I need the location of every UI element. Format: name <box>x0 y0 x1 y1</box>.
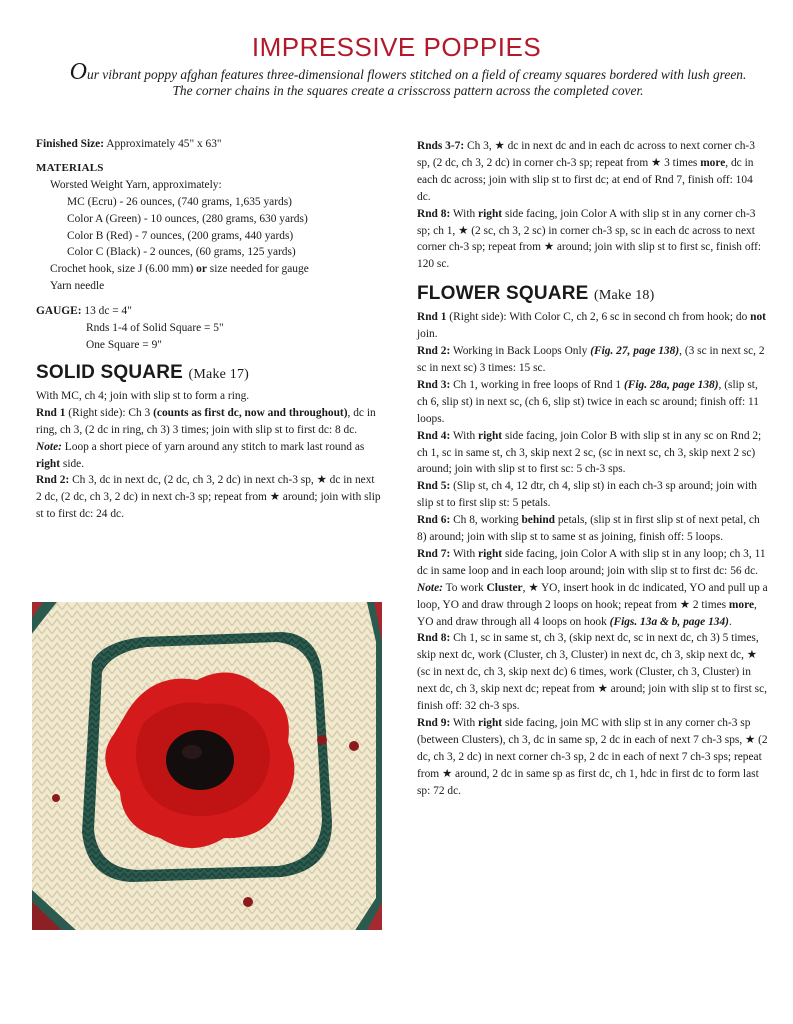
rnd-text: side facing, join MC with slip st in any corner ch-3 sp (between Clusters), ch 3, dc in same sp, 2 dc in each of next 7 ch-3 sps, ★ (2 dc, ch 3, 2 dc) in next corner ch-3 sp, 2 dc in each of next 7 ch-3 sps; repeat from ★ around, 2 dc in same sp as first dc, ch 1, hdc in first dc to form last sp: 72 dc. <box>417 717 768 797</box>
rnd-text: With <box>450 207 479 220</box>
flower-square-count: (Make 18) <box>593 288 655 304</box>
note-text: Loop a short piece of yarn around any stitch to mark last round as <box>61 440 365 453</box>
solid-square-heading <box>36 362 382 386</box>
rnd-text: , (slip st, ch 6, slip st) in next sc, (ch 6, slip st) twice in each sc around; finish off: 11 loops. <box>417 378 759 425</box>
note-label: Note: <box>36 440 62 453</box>
rnd-label: Rnd 7: <box>417 547 451 560</box>
intro-paragraph <box>58 59 758 99</box>
materials-needle: Yarn needle <box>50 280 105 293</box>
rnd-text: Ch 3, ★ dc in next dc and in each dc across to next corner ch-3 sp, (2 dc, ch 3, 2 dc) in corner ch-3 sp; repeat from ★ 3 times <box>417 140 755 169</box>
flower-rnd1 <box>417 309 769 343</box>
solid-rnd1 <box>36 405 382 439</box>
rnd-text: With <box>450 717 479 729</box>
solid-note <box>36 439 382 473</box>
solid-start: With MC, ch 4; join with slip st to form a ring. <box>36 389 250 402</box>
rnd-text: side facing, join Color B with slip st in any sc on Rnd 2; ch 1, sc in same st, ch 3, skip next 2 sc, (sc in next sc, ch 3, skip next 2 sc) around; join with slip st to first sc: 5 ch-3 sps. <box>417 429 762 476</box>
gauge-line: One Square = 9" <box>86 338 162 351</box>
gauge-value: 13 dc = 4" <box>81 305 132 318</box>
note-text-bold: right <box>36 457 61 470</box>
rnd-text: , dc in each dc across; join with slip st to first dc; at end of Rnd 7, finish off: 104 dc. <box>417 156 754 203</box>
rnd-text: , (3 sc in next sc, 2 sc in next sc) 3 times: 15 sc. <box>417 345 765 374</box>
flower-rnd8 <box>417 630 769 715</box>
intro-text: ur vibrant poppy afghan features three-dimensional flowers stitched on a field of creamy squares bordered with lush green. The corner chains in the squares create a crisscross pattern across the completed cover. <box>87 67 747 98</box>
flower-rnd2 <box>417 343 769 377</box>
rnd-label: Rnd 1 <box>417 311 447 324</box>
materials-color: MC (Ecru) - 26 ounces, (740 grams, 1,635 yards) <box>67 195 292 208</box>
gauge <box>36 303 382 320</box>
materials-color: Color B (Red) - 7 ounces, (200 grams, 440 yards) <box>67 229 294 242</box>
rnd-label: Rnd 2: <box>417 345 451 358</box>
flower-rnd9 <box>417 715 769 800</box>
left-column <box>36 136 382 523</box>
figure-ref: (Figs. 13a & b, page 134) <box>609 615 729 628</box>
flower-rnd6 <box>417 512 769 546</box>
note-text-bold: more <box>728 598 755 611</box>
finished-size-label: Finished Size: <box>36 138 105 150</box>
rnd-text: side facing, join Color A with slip st in any corner ch-3 sp; ch 1, ★ (2 sc, ch 3, 2 sc) in corner ch-3 sp, sc in each dc across to next corner ch-3 sp; repeat from ★ around; join with slip st to first sc, finish off: 120 sc. <box>417 207 762 271</box>
rnd-label: Rnd 3: <box>417 378 451 391</box>
rnd-label: Rnd 2: <box>36 474 70 487</box>
rnd-text: Ch 3, dc in next dc, (2 dc, ch 3, 2 dc) in next ch-3 sp, ★ dc in next 2 dc, (2 dc, ch 3, 2 dc) in next ch-3 sp; repeat from ★ around; join with slip st to first dc: 24 dc. <box>36 474 381 521</box>
rnd-text: (Right side): With Color C, ch 2, 6 sc in second ch from hook; do <box>446 311 751 324</box>
flower-note <box>417 580 769 631</box>
figure-ref: (Fig. 27, page 138) <box>590 345 680 358</box>
rnd-text: With <box>450 429 479 442</box>
rnd-text-bold: right <box>478 547 503 560</box>
drop-cap: O <box>69 59 88 85</box>
flower-square-title: FLOWER SQUARE <box>417 283 589 305</box>
rnd-label: Rnd 6: <box>417 514 451 527</box>
materials-heading: MATERIALS <box>36 161 104 174</box>
rnd-text-bold: right <box>478 429 503 442</box>
hook-or: or <box>196 263 207 276</box>
right-column <box>417 138 769 800</box>
solid-square-title: SOLID SQUARE <box>36 361 184 383</box>
rnd-text-bold: more <box>700 156 726 169</box>
flower-rnd7 <box>417 546 769 580</box>
note-text: To work <box>442 581 487 594</box>
rnd-label: Rnd 8: <box>417 632 451 645</box>
rnd-text: side facing, join Color A with slip st in any loop; ch 3, 11 dc in same loop and in each loop around; join with slip st to first dc: 56 dc. <box>417 547 766 577</box>
note-text-bold: Cluster <box>486 581 523 594</box>
materials-color: Color C (Black) - 2 ounces, (60 grams, 125 yards) <box>67 246 296 259</box>
note-text: side. <box>60 457 85 470</box>
rnd-text: Ch 8, working <box>450 514 522 527</box>
rnd-text-bold: right <box>478 207 503 220</box>
rnd-text-bold: right <box>478 717 503 729</box>
rnd-text: petals, (slip st in first slip st of next petal, ch 8) around; join with slip st to same st as joining, finish off: 5 loops. <box>417 514 760 544</box>
rnd-text: join. <box>417 328 438 341</box>
flower-rnd5 <box>417 478 769 512</box>
hook-text-end: size needed for gauge <box>206 263 309 276</box>
rnd-label: Rnd 1 <box>36 406 66 419</box>
rnd-text-bold: behind <box>521 514 555 527</box>
gauge-line: Rnds 1-4 of Solid Square = 5" <box>86 322 224 335</box>
note-label: Note: <box>417 581 443 594</box>
rnd-text-bold: not <box>750 311 766 324</box>
materials-color: Color A (Green) - 10 ounces, (280 grams, 630 yards) <box>67 212 308 225</box>
rnd-text: Ch 1, working in free loops of Rnd 1 <box>450 378 624 391</box>
gauge-label: GAUGE: <box>36 305 82 318</box>
rnd-label: Rnd 9: <box>417 717 451 729</box>
hook-text: Crochet hook, size J (6.00 mm) <box>50 263 197 276</box>
flower-rnd3 <box>417 377 769 428</box>
rnd-label: Rnd 8: <box>417 207 451 220</box>
flower-rnd4 <box>417 428 769 479</box>
figure-ref: (Fig. 28a, page 138) <box>623 378 719 391</box>
rnd-text: , dc in ring, ch 3, (2 dc in ring, ch 3) 3 times; join with slip st to first dc: 8 dc. <box>36 406 376 436</box>
rnd-label: Rnd 5: <box>417 480 451 493</box>
materials-yarn: Worsted Weight Yarn, approximately: <box>50 178 222 191</box>
rnd-label: Rnds 3-7: <box>417 140 465 152</box>
solid-rnd8 <box>417 206 769 274</box>
flower-square-heading <box>417 283 769 307</box>
solid-rnd3-7 <box>417 138 769 206</box>
note-text: . <box>728 615 732 628</box>
rnd-text-bold: (counts as first dc, now and throughout) <box>153 406 348 419</box>
finished-size-value: Approximately 45" x 63" <box>104 138 222 150</box>
materials-hook <box>36 261 382 278</box>
rnd-label: Rnd 4: <box>417 429 451 442</box>
rnd-text: (Right side): Ch 3 <box>65 406 154 419</box>
page-title: IMPRESSIVE POPPIES <box>251 32 542 62</box>
finished-size <box>36 136 382 153</box>
rnd-text: (Slip st, ch 4, 12 dtr, ch 4, slip st) in each ch-3 sp around; join with slip st to first slip st: 5 petals. <box>417 480 757 510</box>
solid-rnd2 <box>36 472 382 523</box>
poppy-photo-image <box>32 602 382 930</box>
note-text: , YO and draw through all 4 loops on hook <box>417 598 757 628</box>
rnd-text: Ch 1, sc in same st, ch 3, (skip next dc, sc in next dc, ch 3) 5 times, skip next dc, work (Cluster, ch 3, Cluster) in next dc, ch 3, skip next dc, ★ (sc in next dc, ch 3, skip next dc) 6 times, work (Cluster, ch 3, Cluster) in next dc, ch 3, skip next dc; repeat from ★ around; join with slip st to first sc, finish off: 32 ch-3 sps. <box>417 632 767 713</box>
poppy-square-photo <box>32 602 382 930</box>
rnd-text: With <box>450 547 479 560</box>
solid-square-count: (Make 17) <box>188 366 250 382</box>
rnd-text: Working in Back Loops Only <box>450 345 591 358</box>
note-text: , ★ YO, insert hook in dc indicated, YO and pull up a loop, YO and draw through 2 loops on hook; repeat from ★ 2 times <box>417 581 768 611</box>
